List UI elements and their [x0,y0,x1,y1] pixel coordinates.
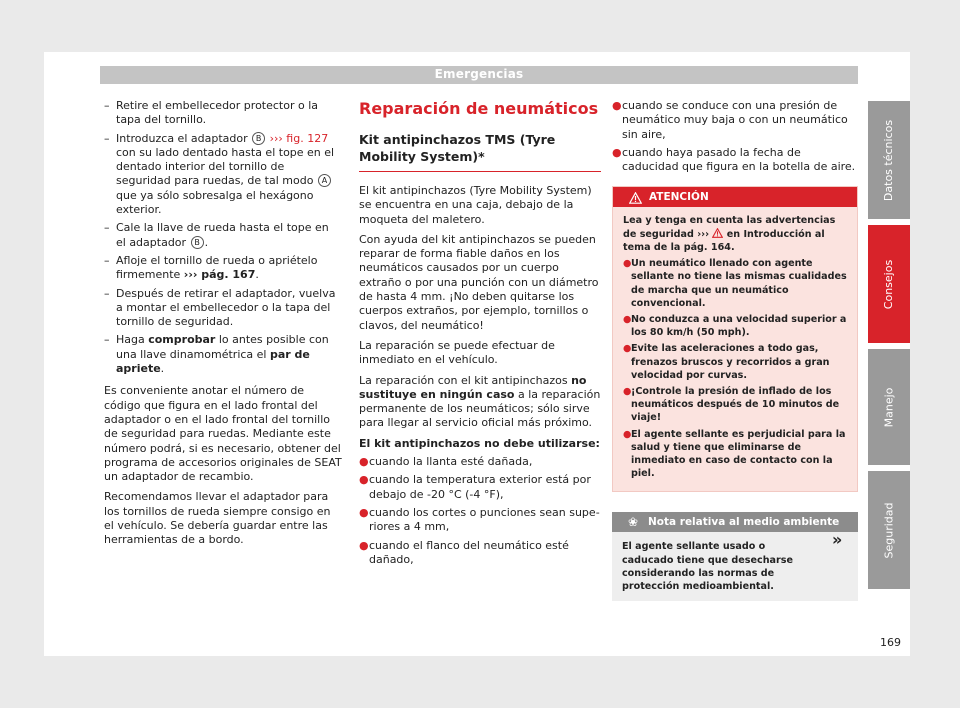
bullet-icon: ● [359,473,369,487]
list-item [359,539,601,568]
list-item-text: cuando la temperatura exterior está por debajo de -20 °C (-4 °F), [369,473,591,501]
paragraph: El kit antipinchazos (Tyre Mobility System) se encuentra en una caja, debajo de la moqueta del maletero. [359,184,592,226]
warning-title: ATENCIÓN [649,191,709,204]
subsection-divider [359,171,601,172]
bullet-icon: ● [612,145,622,159]
step-text: Haga [116,333,149,347]
paragraph: Recomendamos llevar el adaptador para los tornillos de rueda siempre consigo en el vehículo. Se debería guardar entre las herramientas de a bordo. [104,490,331,547]
step-dash: – [104,333,110,347]
paragraph [359,374,601,431]
step-dash: – [104,221,110,235]
list-item-text: cuando haya pasado la fecha de caducidad que figura en la botella de aire. [622,145,856,174]
list-heading: El kit antipinchazos no debe utilizarse: [359,436,600,450]
bullet-icon: ● [623,428,632,440]
tab-label: Seguridad [882,502,896,558]
step-item [104,99,342,128]
step-emphasis: comprobar [148,333,216,347]
paragraph-text: La reparación con el kit antipinchazos [359,373,572,387]
environment-note-title: Nota relativa al medio ambiente [648,516,840,529]
step-text: Afloje el tornillo de rueda o apriételo firmemente [116,253,318,282]
page-number: 169 [880,636,901,649]
continue-arrow-icon: » [832,530,843,549]
warning-item [623,428,847,481]
step-dash: – [104,286,110,300]
warning-box [612,186,858,492]
list-item [359,455,601,469]
paragraph-text: a la reparación permanente de los neumáticos; sólo sirve para llegar al servicio oficial más próximo. [359,387,601,430]
bullet-icon: ● [623,343,632,355]
bullet-icon: ● [623,313,632,325]
list-item [359,506,601,535]
warning-triangle-icon [712,229,723,240]
step-text: lo antes posible con una llave dinamométrica el [116,333,329,361]
warning-item-text: El agente sellante es perjudicial para la salud y tiene que eliminarse de inmediato en caso de contacto con la piel. [631,428,846,480]
step-emphasis: par de apriete [116,347,310,376]
paragraph: La reparación se puede efectuar de inmediato en el vehículo. [359,338,555,367]
step-item [104,132,342,218]
column-left [104,99,342,554]
page-reference-link[interactable]: ››› pág. 167 [183,268,256,282]
reference-link[interactable]: ››› [697,228,710,240]
step-text: con su lado dentado hasta el tope en el dentado interior del tornillo de seguridad para ruedas, de tal modo [116,145,335,188]
environment-note-body: El agente sellante usado o caducado tiene que desecharse considerando las normas de protección medioambiental. [622,541,793,592]
warning-item-text: Un neumático llenado con agente sellante no tiene las mismas cualidades de marcha que un neumático convencional. [631,258,847,309]
environment-icon: ❀ [628,515,639,530]
bullet-icon: ● [623,258,632,270]
tab-label: Datos técnicos [882,119,896,201]
figure-reference-link[interactable]: ››› fig. 127 [266,131,329,145]
step-item [104,333,342,376]
step-text: . [160,362,165,376]
warning-item-text: ¡Controle la presión de inflado de los neumáticos después de 10 minutos de viaje! [631,385,840,424]
step-text: Introduzca el adaptador [116,131,252,145]
warning-triangle-icon [629,191,642,211]
bullet-icon: ● [359,455,369,469]
bullet-icon: ● [359,505,369,519]
warning-intro-text: en Introducción al tema de la pág. 164. [623,228,825,253]
list-item [612,146,858,175]
warning-item [623,313,847,339]
callout-marker: B [191,236,204,249]
warning-header [613,187,857,207]
warning-intro-text: Lea y tenga en cuenta las advertencias de seguridad [623,215,836,240]
list-item [359,473,601,502]
tab-datos-tecnicos[interactable] [868,101,910,219]
warning-item-text: Evite las aceleraciones a todo gas, frenazos bruscos y recorridos a gran velocidad por curvas. [631,343,830,381]
callout-marker: B [252,132,265,145]
tab-manejo[interactable] [868,349,910,465]
page-header-title: Emergencias [434,67,524,81]
step-text: . [204,235,209,249]
column-middle [359,99,601,571]
tab-seguridad[interactable] [868,471,910,589]
warning-item [623,342,847,382]
warning-body [613,207,857,491]
step-item [104,254,342,283]
step-item [104,287,342,330]
bullet-icon: ● [623,385,632,397]
step-dash: – [104,131,110,145]
warning-item [623,257,847,310]
step-item [104,221,342,250]
bullet-icon: ● [359,538,369,552]
step-text: Retire el embellecedor protector o la tapa del tornillo. [116,99,319,127]
section-title: Reparación de neumáticos [359,99,599,118]
list-item-text: cuando los cortes o punciones sean superiores a 4 mm, [369,505,600,534]
paragraph: Con ayuda del kit antipinchazos se pueden reparar de forma fiable daños en los neumáticos causados por un cuerpo extraño o por una punción con un diámetro de hasta 4 mm. ¡No deben quitarse los cuerpos extraños, por ejemplo, tornillos o clavos, del neumático! [359,232,599,332]
subsection-title: Kit antipinchazos TMS (Tyre Mobility System)* [359,132,556,164]
step-dash: – [104,253,110,267]
warning-intro [623,214,847,254]
list-item-text: cuando el flanco del neumático esté dañado, [369,538,569,566]
list-item-text: cuando se conduce con una presión de neumático muy baja o con un neumático sin aire, [622,99,848,141]
step-text: . [255,268,259,282]
warning-item-text: No conduzca a una velocidad superior a los 80 km/h (50 mph). [631,313,847,339]
header-bar [100,66,858,84]
tab-label: Manejo [882,387,896,427]
paragraph: Es conveniente anotar el número de código que figura en el lado frontal del adaptador o en el lado frontal del tornillo de seguridad para ruedas. Mediante este número podrá, si es necesario, obtener del programa de accesorios originales de SEAT un adaptador de recambio. [104,384,342,484]
step-text: que ya sólo sobresalga el hexágono exterior. [116,188,314,217]
step-dash: – [104,99,110,112]
list-item [612,99,858,142]
tab-label: Consejos [882,259,896,309]
list-item-text: cuando la llanta esté dañada, [369,455,533,469]
environment-note-box [612,512,858,601]
column-right [612,99,858,601]
step-text: Después de retirar el adaptador, vuelva a montar el embellecedor o la tapa del tornillo de seguridad. [116,286,336,329]
callout-marker: A [318,174,331,187]
bullet-icon: ● [612,99,622,112]
warning-item [623,385,847,425]
step-text: Cale la llave de rueda hasta el tope en el adaptador [116,221,329,249]
paragraph-emphasis: no sustituye en ningún caso [359,373,587,401]
environment-note-header [612,512,858,532]
tab-consejos[interactable] [868,225,910,343]
